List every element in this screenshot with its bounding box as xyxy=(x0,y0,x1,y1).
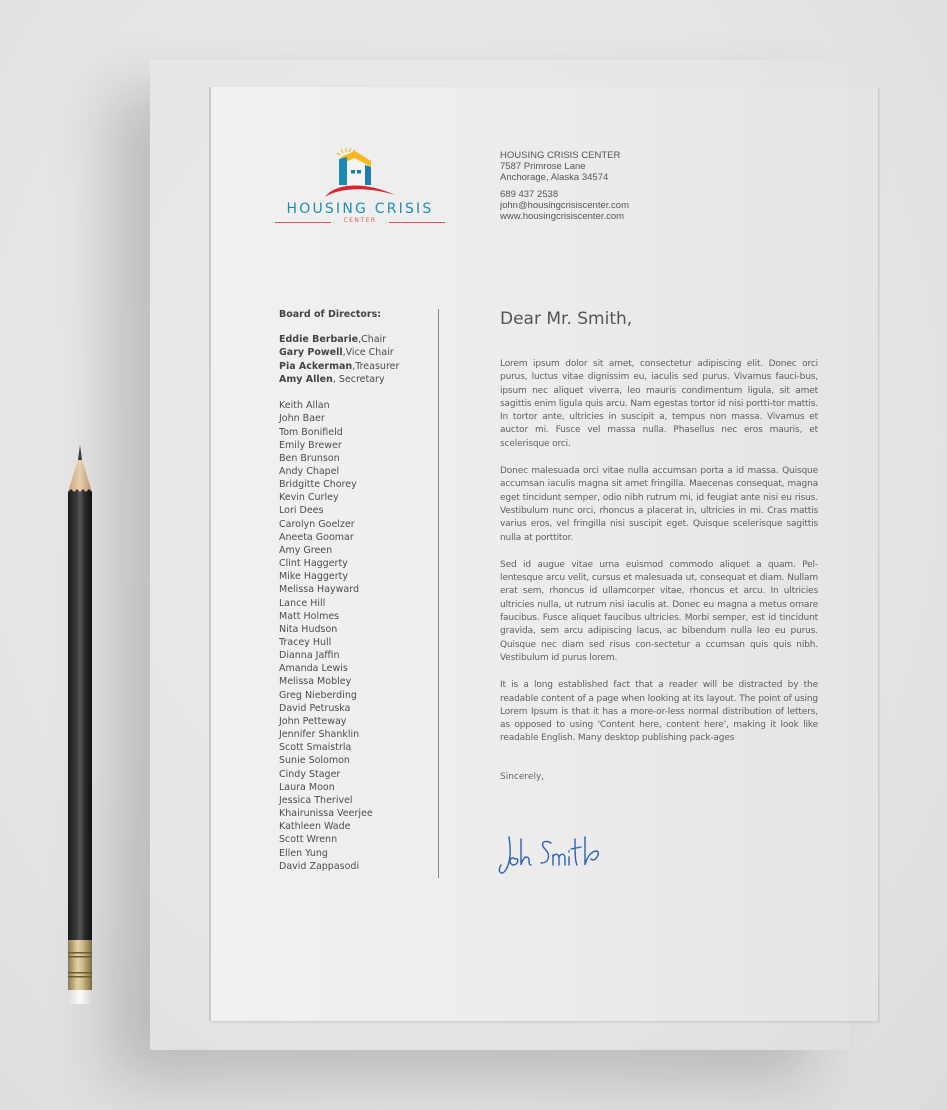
pencil-icon xyxy=(60,440,100,1010)
letterhead-page xyxy=(211,87,878,1021)
city: Anchorage, Alaska 34574 xyxy=(500,172,609,183)
officer-role: ,Vice Chair xyxy=(342,347,394,359)
board-member: Amy Green xyxy=(279,544,333,556)
address-block xyxy=(500,150,629,222)
board-member: Matt Holmes xyxy=(279,610,340,622)
paragraph: Lorem ipsum dolor sit amet, consectetur adipiscing elit. Donec orci purus, luctus vitae dignissim eu, iaculis sed purus. Vivamus fauci-bus, ipsum nec aliquet viverra, leo mauris condimentum ligula, sit amet sagittis enim ligula quis arcu. Nam egestas tortor id nisi portti-tor mattis. In tortor ante, ultricies in suscipit a, tempus non massa. Vivamus et auctor mi. Fusce vel massa nulla. Phasellus nec eros mauris, et scelerisque orci. xyxy=(500,359,818,449)
signature-scribble-icon xyxy=(495,829,605,879)
board-member: Laura Moon xyxy=(279,781,335,793)
board-member: John Petteway xyxy=(279,715,347,727)
board-member: Clint Haggerty xyxy=(279,558,348,570)
board-member: Melissa Mobley xyxy=(279,676,352,688)
board-member: Carolyn Goelzer xyxy=(279,518,355,530)
board-heading: Board of Directors: xyxy=(279,309,382,320)
board-member: Mike Haggerty xyxy=(279,571,348,583)
board-member: Emily Brewer xyxy=(279,439,342,451)
house-logo-icon xyxy=(325,147,395,199)
org-name: HOUSING CRISIS CENTER xyxy=(500,150,621,161)
members-list xyxy=(279,399,399,873)
paragraph: Donec malesuada orci vitae nulla accumsan porta a id massa. Quisque accumsan iaculis magna sit amet fringilla. Maecenas consequat, magna eget tincidunt semper, odio nibh rutrum mi, id feugiat ante nisi eu risus. Vestibulum nunc orci, rhoncus a placerat in, ultricies in mi. Cras mattis varius eros, vel fringilla nisi suscipit eget. Quisque scelerisque sagittis nulla at porttitor. xyxy=(500,466,818,543)
phone: 689 437 2538 xyxy=(500,189,559,200)
org-logo xyxy=(275,147,445,227)
board-member: Jessica Therivel xyxy=(279,794,353,806)
board-member: David Petruska xyxy=(279,702,351,714)
column-divider xyxy=(438,309,439,878)
closing: Sincerely, xyxy=(500,771,545,782)
board-member: Ben Brunson xyxy=(279,452,340,464)
board-member: Greg Nieberding xyxy=(279,689,357,701)
board-member: Nita Hudson xyxy=(279,623,338,635)
board-member: Aneeta Goomar xyxy=(279,531,354,543)
officer-name: Amy Allen xyxy=(279,373,333,385)
board-member: Lance Hill xyxy=(279,597,326,609)
board-member: Tracey Hull xyxy=(279,637,332,648)
email: john@housingcrisiscenter.com xyxy=(500,200,629,211)
board-member: Melissa Hayward xyxy=(279,584,360,596)
board-member: Andy Chapel xyxy=(279,465,340,477)
website: www.housingcrisiscenter.com xyxy=(500,211,625,222)
signature xyxy=(495,829,605,884)
officer xyxy=(279,346,399,359)
board-member: Tom Bonifield xyxy=(279,426,343,438)
board-member: Dianna Jaffin xyxy=(279,650,340,662)
officer-name: Pia Ackerman xyxy=(279,360,353,372)
board-member: Kathleen Wade xyxy=(279,821,351,833)
logo-subtitle: CENTER xyxy=(343,217,377,224)
board-member: Ellen Yung xyxy=(279,847,328,859)
officer-name: Gary Powell xyxy=(279,347,343,359)
officer xyxy=(279,333,399,346)
board-member: Lori Dees xyxy=(279,505,324,517)
officer xyxy=(279,373,399,386)
board-member: David Zappasodi xyxy=(279,860,360,872)
officer-role: ,Treasurer xyxy=(352,360,400,372)
officer xyxy=(279,360,399,373)
board-of-directors xyxy=(279,309,399,873)
paragraph: Sed id augue vitae urna euismod commodo aliquet a quam. Pel-lentesque arcu velit, cursus et malesuada ut, consequat et diam. Nullam erat sem, rhoncus id ullamcorper vitae, rhoncus et arcu. In ultricies ultricies nulla, ut rutrum nisi iaculis at. Donec eu magna a metus ornare faucibus. Fusce aliquet faucibus ultricies. Morbi semper, est id tincidunt gravida, sem arcu adipiscing lacus, ac bibendum nulla leo eu purus. Quisque nec diam sed risus con-sectetur a ccumsan quis quis nibh. Vestibulum id purus lorem. xyxy=(500,559,818,663)
officers-list xyxy=(279,333,399,386)
officer-role: ,Chair xyxy=(358,334,387,345)
officer-name: Eddie Berbarie xyxy=(279,334,359,345)
street: 7587 Primrose Lane xyxy=(500,161,586,172)
board-member: John Baer xyxy=(279,413,325,425)
paragraph: It is a long established fact that a reader will be distracted by the readable content of a page when looking at its layout. The point of using Lorem Ipsum is that it has a more-or-less normal distribution of letters, as opposed to using 'Content here, content here', making it look like readable English. Many desktop publishing pack-ages xyxy=(500,680,818,744)
board-member: Amanda Lewis xyxy=(279,663,348,675)
officer-role: , Secretary xyxy=(332,373,385,385)
board-member: Jennifer Shanklin xyxy=(279,729,360,741)
board-member: Khairunissa Veerjee xyxy=(279,808,373,820)
letter-body xyxy=(500,309,818,782)
board-member: Kevin Curley xyxy=(279,492,339,504)
pencil-prop xyxy=(60,440,100,1010)
board-member: Keith Allan xyxy=(279,400,330,412)
board-member: Scott Smaistrla xyxy=(279,742,352,754)
salutation: Dear Mr. Smith, xyxy=(500,309,633,329)
board-member: Cindy Stager xyxy=(279,768,341,780)
board-member: Scott Wrenn xyxy=(279,834,338,846)
board-member: Sunie Solomon xyxy=(279,755,350,767)
logo-title: HOUSING CRISIS xyxy=(286,201,434,217)
board-member: Bridgitte Chorey xyxy=(279,479,357,491)
